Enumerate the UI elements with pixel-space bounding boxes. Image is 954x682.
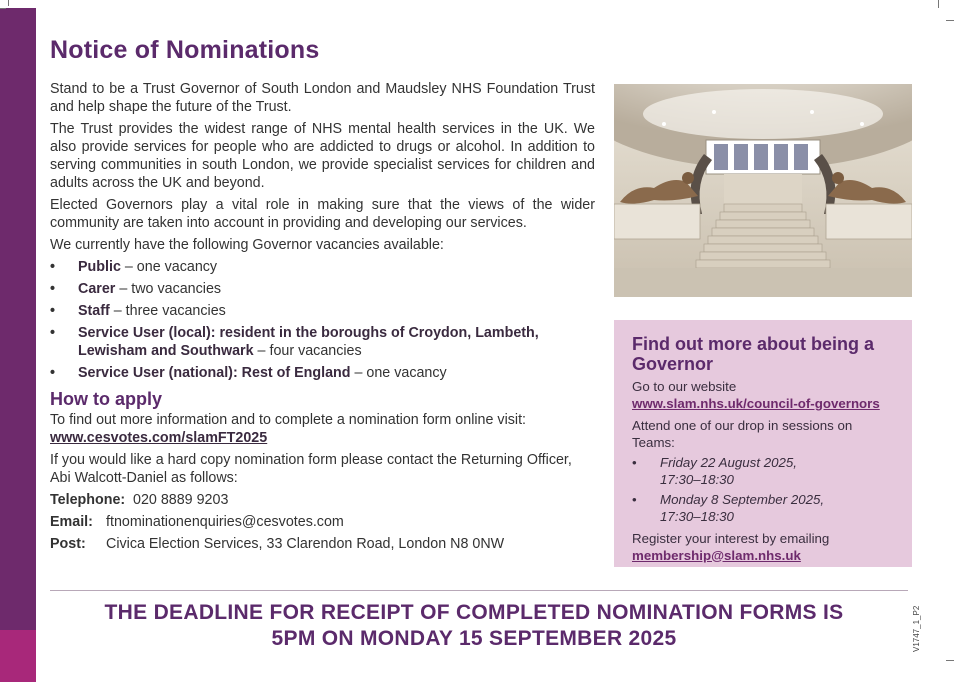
hall-illustration (614, 84, 912, 297)
vacancy-item: • Public – one vacancy (50, 258, 595, 276)
deadline-notice (50, 600, 898, 652)
crop-mark (938, 0, 939, 8)
register-text: Register your interest by emailing (632, 531, 830, 546)
intro-paragraph: Elected Governors play a vital role in making sure that the views of the wider community are taken into account in providing and developing our services. (50, 197, 595, 231)
crop-mark (8, 0, 9, 6)
telephone-row (50, 491, 595, 509)
intro-paragraph: Stand to be a Trust Governor of South London and Maudsley NHS Foundation Trust and help shape the future of the Trust. (50, 81, 595, 115)
info-box-title: Find out more about being a Governor (632, 334, 874, 374)
post-label: Post: (50, 536, 86, 552)
vacancy-item: • Service User (national): Rest of England – one vacancy (50, 364, 595, 382)
print-code: V1747_1_P2 (912, 605, 921, 652)
main-content (50, 80, 595, 553)
side-color-bar (0, 8, 36, 630)
post-value: Civica Election Services, 33 Clarendon Road, London N8 0NW (106, 536, 505, 552)
online-info: To find out more information and to complete a nomination form online visit: www.cesvotes.com/slamFT2025 (50, 412, 527, 446)
post-row (50, 535, 595, 553)
dropin-text: Attend one of our drop in sessions on Teams: (632, 418, 853, 450)
governor-info-box (614, 320, 912, 567)
vacancies-intro: We currently have the following Governor vacancies available: (50, 237, 444, 253)
hardcopy-info: If you would like a hard copy nomination form please contact the Returning Officer, Abi Walcott-Daniel as follows: (50, 452, 572, 486)
deadline-line-2: 5PM ON MONDAY 15 SEPTEMBER 2025 (271, 627, 677, 650)
session-item: • Monday 8 September 2025, 17:30–18:30 (632, 492, 894, 525)
vacancy-list (50, 258, 595, 382)
telephone-value: 020 8889 9203 (133, 492, 229, 508)
how-to-apply-heading: How to apply (50, 389, 162, 409)
crop-mark (946, 660, 954, 661)
session-list (632, 455, 894, 525)
crop-mark (946, 20, 954, 21)
vacancy-item: • Carer – two vacancies (50, 280, 595, 298)
website-text: Go to our website (632, 379, 737, 394)
deadline-line-1: THE DEADLINE FOR RECEIPT OF COMPLETED NOMINATION FORMS IS (104, 601, 844, 624)
divider (50, 590, 908, 591)
membership-email-link[interactable]: membership@slam.nhs.uk (632, 547, 801, 563)
session-item: • Friday 22 August 2025, 17:30–18:30 (632, 455, 894, 488)
side-color-bar-accent (0, 630, 36, 682)
intro-paragraph: The Trust provides the widest range of NHS mental health services in the UK. We also provide services for people who are addicted to drugs or alcohol. In addition to serving communities in south London, we provide specialist services for children and adults across the UK and beyond. (50, 121, 595, 191)
email-label: Email: (50, 514, 93, 530)
crop-mark (0, 8, 6, 9)
vacancy-item: • Service User (local): resident in the boroughs of Croydon, Lambeth, Lewisham and Southwark – four vacancies (50, 324, 595, 360)
building-hall-photo (614, 84, 912, 297)
email-value[interactable]: ftnominationenquiries@cesvotes.com (106, 514, 344, 530)
vacancy-item: • Staff – three vacancies (50, 302, 595, 320)
website-link[interactable]: www.slam.nhs.uk/council-of-governors (632, 395, 880, 411)
email-row (50, 513, 595, 531)
nomination-link[interactable]: www.cesvotes.com/slamFT2025 (50, 430, 268, 446)
page-title: Notice of Nominations (50, 36, 320, 64)
telephone-label: Telephone: (50, 492, 126, 508)
